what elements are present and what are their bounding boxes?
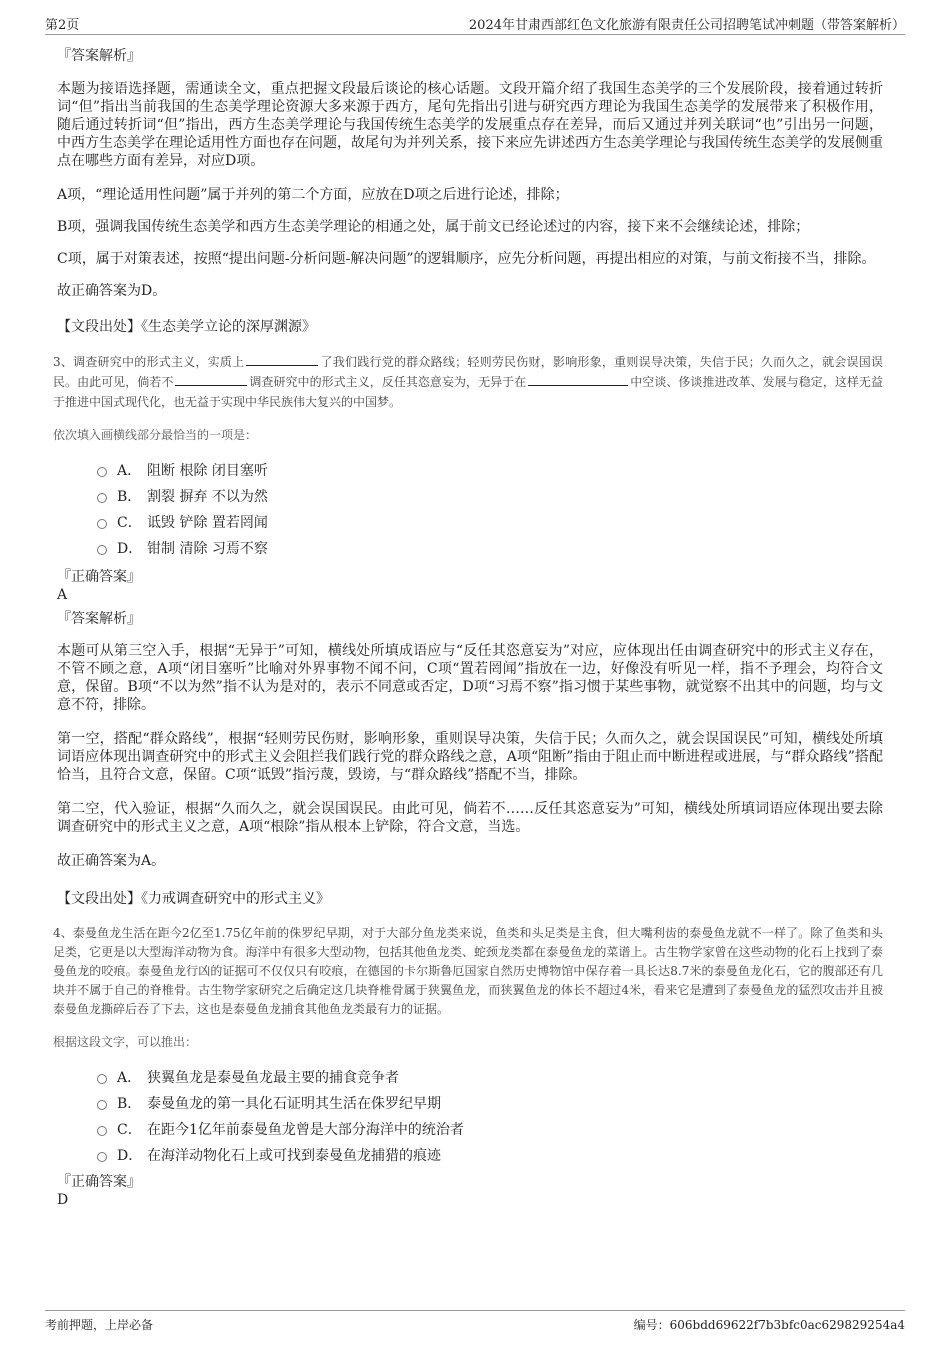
document-body bbox=[53, 46, 883, 1209]
radio-icon[interactable] bbox=[97, 493, 107, 503]
question-3-part-4: 中空谈、侈谈推进改革、发展与稳定，这样无益于推进中国式现代化，也无益于实现中华民族伟大复兴的中国梦。 bbox=[53, 375, 883, 409]
option-d[interactable]: D． 钳制 清除 习焉不察 bbox=[57, 536, 883, 562]
question-3 bbox=[53, 352, 883, 412]
question-3-part-2: 了我们践行党的群众路线；轻则劳民伤财，影响形象，重则误导决策，失信于民；久而久之，就会误国误民。由此可见，倘若不 bbox=[53, 355, 883, 389]
radio-icon[interactable] bbox=[97, 519, 107, 529]
radio-icon[interactable] bbox=[97, 1126, 107, 1136]
source: 【文段出处】《力戒调查研究中的形式主义》 bbox=[57, 891, 330, 907]
question-3-options bbox=[57, 458, 883, 562]
source: 【文段出处】《生态美学立论的深厚渊源》 bbox=[57, 319, 316, 335]
correct-answer-tag: 『正确答案』 bbox=[57, 1174, 141, 1190]
radio-icon[interactable] bbox=[97, 1152, 107, 1162]
option-a[interactable]: A． 狭翼鱼龙是泰曼鱼龙最主要的捕食竞争者 bbox=[57, 1065, 883, 1091]
analysis-tag: 『答案解析』 bbox=[57, 48, 141, 64]
radio-icon[interactable] bbox=[97, 545, 107, 555]
radio-icon[interactable] bbox=[97, 467, 107, 477]
blank-2 bbox=[175, 374, 247, 386]
question-4-prompt: 根据这段文字，可以推出： bbox=[53, 1035, 198, 1049]
radio-icon[interactable] bbox=[97, 1074, 107, 1084]
analysis-option-c: C项，属于对策表述，按照“提出问题-分析问题-解决问题”的逻辑顺序，应先分析问题，再提出相应的对策，与前文衔接不当，排除。 bbox=[57, 251, 876, 267]
option-d[interactable]: D． 在海洋动物化石上或可找到泰曼鱼龙捕猎的痕迹 bbox=[57, 1143, 883, 1169]
analysis-paragraph-2: 第一空，搭配“群众路线”，根据“轻则劳民伤财，影响形象，重则误导决策，失信于民；久而久之，就会误国误民”可知，横线处所填词语应体现出调查研究中的形式主义会阻拦我们践行党的群众路线之意，A项“阻断”指由于阻止而中断进程或进展，与“群众路线”搭配恰当，且符合文意，保留。C项“诋毁”指污蔑，毁谤，与“群众路线”搭配不当，排除。 bbox=[57, 731, 883, 783]
page-header bbox=[45, 12, 905, 35]
radio-icon[interactable] bbox=[97, 1100, 107, 1110]
question-3-part-1: 3、调查研究中的形式主义，实质上 bbox=[53, 355, 245, 369]
analysis-paragraph: 本题为接语选择题，需通读全文，重点把握文段最后谈论的核心话题。文段开篇介绍了我国生态美学的三个发展阶段，接着通过转折词“但”指出当前我国的生态美学理论资源大多来源于西方，尾句先指出引进与研究西方理论为我国生态美学的发展带来了积极作用，随后通过转折词“但”指出，西方生态美学理论与我国传统生态美学的发展重点存在差异，而后又通过并列关联词“也”引出另一问题，中西方生态美学在理论适用性方面也存在问题，故尾句为并列关系，接下来应先讲述西方生态美学理论与我国传统生态美学的发展侧重点在哪些方面有差异，对应D项。 bbox=[57, 81, 883, 169]
blank-1 bbox=[246, 354, 318, 366]
analysis-option-a: A项，“理论适用性问题”属于并列的第二个方面，应放在D项之后进行论述，排除； bbox=[57, 187, 569, 203]
question-3-prompt: 依次填入画横线部分最恰当的一项是： bbox=[53, 428, 258, 442]
analysis-option-b: B项，强调我国传统生态美学和西方生态美学理论的相通之处，属于前文已经论述过的内容，接下来不会继续论述，排除； bbox=[57, 219, 810, 235]
document-code: 编号：606bdd69622f7b3bfc0ac629829254a4 bbox=[633, 1318, 905, 1332]
correct-answer: D bbox=[57, 1192, 69, 1208]
option-b[interactable]: B． 割裂 摒弃 不以为然 bbox=[57, 484, 883, 510]
option-a[interactable]: A． 阻断 根除 闭目塞听 bbox=[57, 458, 883, 484]
option-c[interactable]: C． 诋毁 铲除 置若罔闻 bbox=[57, 510, 883, 536]
option-c[interactable]: C． 在距今1亿年前泰曼鱼龙曾是大部分海洋中的统治者 bbox=[57, 1117, 883, 1143]
blank-3 bbox=[528, 374, 628, 386]
question-3-part-3: 调查研究中的形式主义，反任其恣意妄为，无异于在 bbox=[249, 375, 527, 389]
question-4: 4、泰曼鱼龙生活在距今2亿至1.75亿年前的侏罗纪早期，对于大部分鱼龙类来说，鱼类和头足类是主食，但大嘴利齿的泰曼鱼龙就不一样了。除了鱼类和头足类，它更是以大型海洋动物为食。海洋中有很多大型动物，包括其他鱼龙类、蛇颈龙类都在泰曼鱼龙的菜谱上。古生物学家曾在这些动物的化石上找到了泰曼鱼龙的咬痕。泰曼鱼龙行凶的证据可不仅仅只有咬痕，在德国的卡尔斯鲁厄国家自然历史博物馆中保存着一具长达8.7米的泰曼鱼龙化石，它的腹部还有几块并不属于自己的脊椎骨。古生物学家研究之后确定这几块脊椎骨属于狭翼鱼龙，而狭翼鱼龙的体长不超过4米，看来它是遭到了泰曼鱼龙的猛烈攻击并且被泰曼鱼龙撕碎后吞了下去，这也是泰曼鱼龙捕食其他鱼龙类最有力的证据。 bbox=[53, 926, 883, 1016]
correct-answer-tag: 『正确答案』 bbox=[57, 569, 141, 585]
conclusion: 故正确答案为D。 bbox=[57, 283, 167, 299]
correct-answer: A bbox=[57, 587, 68, 603]
page-number: 第2页 bbox=[45, 18, 80, 33]
conclusion: 故正确答案为A。 bbox=[57, 853, 166, 869]
analysis-tag: 『答案解析』 bbox=[57, 611, 141, 627]
question-4-options bbox=[57, 1065, 883, 1169]
analysis-paragraph-3: 第二空，代入验证，根据“久而久之，就会误国误民。由此可见，倘若不……反任其恣意妄为”可知，横线处所填词语应体现出要去除调查研究中的形式主义之意，A项“根除”指从根本上铲除，符合文意，当选。 bbox=[57, 801, 883, 835]
analysis-paragraph-1: 本题可从第三空入手，根据“无异于”可知，横线处所填成语应与“反任其恣意妄为”对应，应体现出任由调查研究中的形式主义存在，不管不顾之意，A项“闭目塞听”比喻对外界事物不闻不问，C项“置若罔闻”指放在一边，好像没有听见一样，指不予理会，均符合文意，保留。B项“不以为然”指不认为是对的，表示不同意或否定，D项“习焉不察”指习惯于某些事物，就觉察不出其中的问题，均与文意不符，排除。 bbox=[57, 643, 883, 713]
footer-slogan: 考前押题，上岸必备 bbox=[45, 1318, 154, 1332]
page-footer bbox=[45, 1310, 905, 1335]
option-b[interactable]: B． 泰曼鱼龙的第一具化石证明其生活在侏罗纪早期 bbox=[57, 1091, 883, 1117]
document-title: 2024年甘肃西部红色文化旅游有限责任公司招聘笔试冲刺题（带答案解析） bbox=[468, 18, 905, 33]
